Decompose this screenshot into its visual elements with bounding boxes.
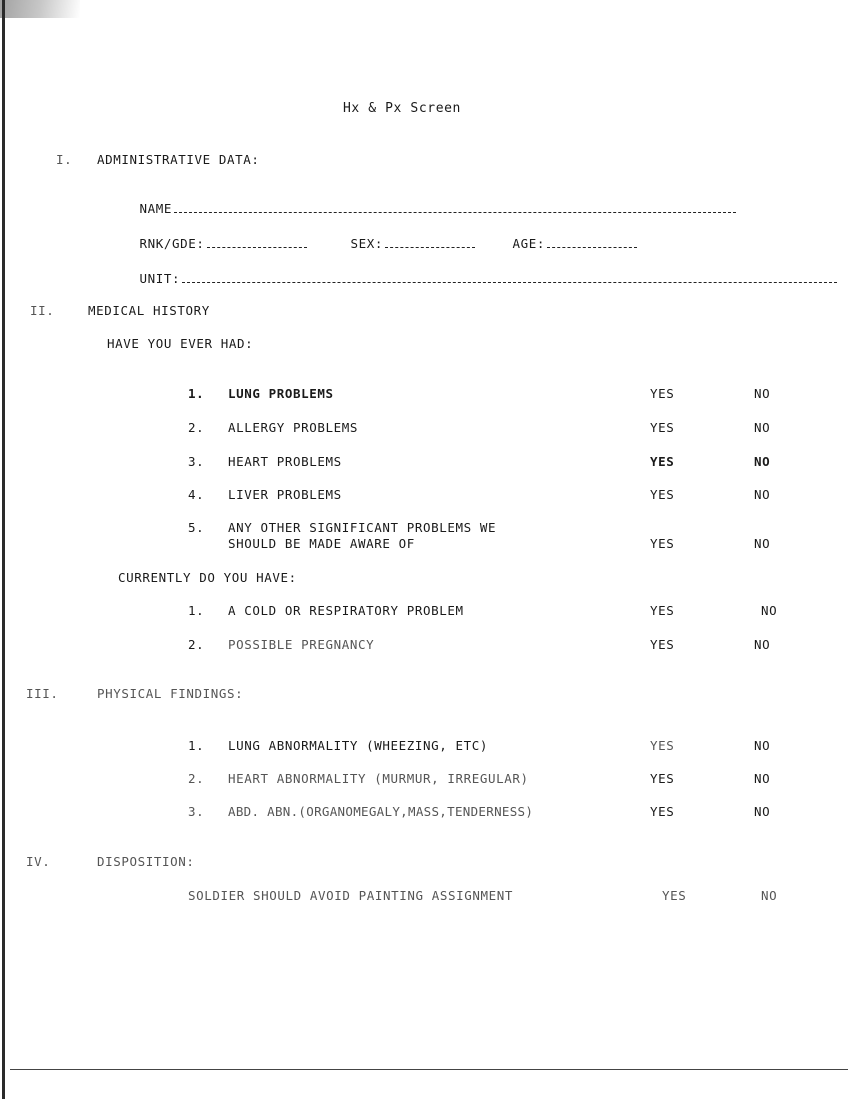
history-item-1-yes[interactable]: YES [650,386,675,401]
current-item-2-no[interactable]: NO [754,637,771,652]
history-item-2-yes[interactable]: YES [650,420,675,435]
section-4-numeral: IV. [26,854,51,869]
history-item-1-no[interactable]: NO [754,386,771,401]
rank-label: RNK/GDE: [139,236,205,251]
section-4-heading: DISPOSITION: [97,854,195,869]
disposition-no[interactable]: NO [761,888,778,903]
age-blank-line[interactable] [547,237,637,248]
unit-label: UNIT: [139,271,181,286]
finding-item-3-text: ABD. ABN.(ORGANOMEGALY,MASS,TENDERNESS) [228,804,534,819]
name-blank-line[interactable] [174,202,736,213]
page-bottom-edge [10,1069,848,1070]
history-item-5-no[interactable]: NO [754,536,771,551]
finding-item-2-no[interactable]: NO [754,771,771,786]
finding-item-2-yes[interactable]: YES [650,771,675,786]
history-item-3-text: HEART PROBLEMS [228,454,342,469]
unit-field-row [107,255,837,303]
history-item-5-text: ANY OTHER SIGNIFICANT PROBLEMS WE [228,520,497,535]
history-item-5-text-line-2: SHOULD BE MADE AWARE OF [228,536,415,551]
current-item-1-yes[interactable]: YES [650,603,675,618]
history-item-5-number: 5. [188,520,205,535]
history-item-3-number: 3. [188,454,205,469]
history-item-2-no[interactable]: NO [754,420,771,435]
age-label: AGE: [512,236,546,251]
history-item-4-text: LIVER PROBLEMS [228,487,342,502]
section-1-heading: ADMINISTRATIVE DATA: [97,152,260,167]
current-item-2-yes[interactable]: YES [650,637,675,652]
scan-smudge [0,0,80,18]
history-item-4-number: 4. [188,487,205,502]
finding-item-2-number: 2. [188,771,205,786]
name-label: NAME [139,201,173,216]
disposition-yes[interactable]: YES [662,888,687,903]
history-item-3-no[interactable]: NO [754,454,771,469]
history-item-2-text: ALLERGY PROBLEMS [228,420,359,435]
section-1-numeral: I. [56,152,73,167]
current-item-1-text: A COLD OR RESPIRATORY PROBLEM [228,603,464,618]
section-2-subheading-2: CURRENTLY DO YOU HAVE: [118,570,297,585]
disposition-text: SOLDIER SHOULD AVOID PAINTING ASSIGNMENT [188,888,514,903]
history-item-5-yes[interactable]: YES [650,536,675,551]
page-left-edge [2,0,5,1099]
history-item-3-yes[interactable]: YES [650,454,675,469]
current-item-2-text: POSSIBLE PREGNANCY [228,637,375,652]
history-item-2-number: 2. [188,420,205,435]
history-item-1-text: LUNG PROBLEMS [228,386,334,401]
section-2-heading: MEDICAL HISTORY [88,303,210,318]
finding-item-3-number: 3. [188,804,205,819]
history-item-4-no[interactable]: NO [754,487,771,502]
finding-item-2-text: HEART ABNORMALITY (MURMUR, IRREGULAR) [228,771,529,786]
sex-label: SEX: [350,236,384,251]
current-item-1-number: 1. [188,603,205,618]
finding-item-1-no[interactable]: NO [754,738,771,753]
finding-item-1-yes[interactable]: YES [650,738,675,753]
sex-blank-line[interactable] [385,237,475,248]
section-2-subheading: HAVE YOU EVER HAD: [107,336,254,351]
history-item-1-number: 1. [188,386,205,401]
section-3-numeral: III. [26,686,59,701]
unit-blank-line[interactable] [182,272,837,283]
section-2-numeral: II. [30,303,55,318]
finding-item-1-text: LUNG ABNORMALITY (WHEEZING, ETC) [228,738,489,753]
rank-blank-line[interactable] [207,237,307,248]
history-item-4-yes[interactable]: YES [650,487,675,502]
section-3-heading: PHYSICAL FINDINGS: [97,686,244,701]
finding-item-3-no[interactable]: NO [754,804,771,819]
finding-item-3-yes[interactable]: YES [650,804,675,819]
form-title: Hx & Px Screen [343,101,461,116]
current-item-2-number: 2. [188,637,205,652]
current-item-1-no[interactable]: NO [761,603,778,618]
finding-item-1-number: 1. [188,738,205,753]
